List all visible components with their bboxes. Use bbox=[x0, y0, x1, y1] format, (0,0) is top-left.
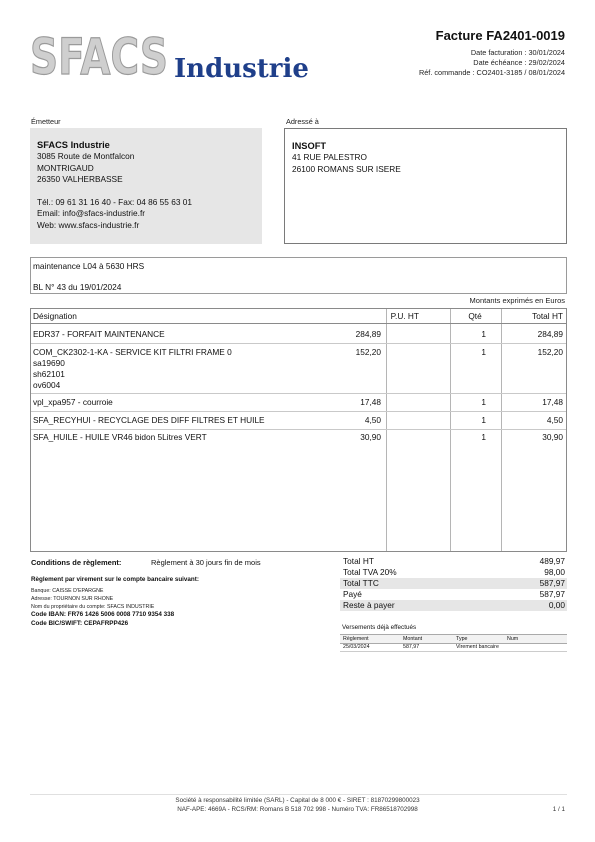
row-quantity: 1 bbox=[481, 415, 486, 425]
invoice-title: Facture FA2401-0019 bbox=[435, 28, 565, 43]
paid-row bbox=[340, 589, 567, 600]
footer-registration-line: NAF-APE: 4669A - RCS/RM: Romans B 518 702 998 - Numéro TVA: FR86518702998 bbox=[177, 806, 418, 813]
bank-transfer-title: Règlement par virement sur le compte bancaire suivant: bbox=[31, 576, 199, 583]
emitter-label: Émetteur bbox=[31, 117, 61, 126]
row-quantity: 1 bbox=[481, 347, 486, 357]
order-reference: Réf. commande : CO2401-3185 / 08/01/2024 bbox=[418, 68, 565, 77]
emitter-website: Web: www.sfacs-industrie.fr bbox=[37, 219, 140, 230]
row-unit-price: 30,90 bbox=[360, 432, 381, 442]
emitter-address-line: MONTRIGAUD bbox=[37, 162, 94, 173]
total-label: Total TTC bbox=[343, 578, 379, 588]
row-total: 284,89 bbox=[537, 329, 563, 339]
row-designation: EDR37 - FORFAIT MAINTENANCE bbox=[33, 329, 165, 339]
emitter-box bbox=[30, 128, 262, 244]
row-designation-detail: sh62101 bbox=[33, 369, 65, 379]
row-designation-detail: ov6004 bbox=[33, 380, 61, 390]
total-ht-row bbox=[340, 556, 567, 567]
recipient-name: INSOFT bbox=[292, 141, 327, 151]
remaining-row bbox=[340, 600, 567, 611]
header-total: Total HT bbox=[532, 311, 563, 321]
payments-header: Montant bbox=[403, 636, 423, 642]
row-unit-price: 4,50 bbox=[364, 415, 381, 425]
payment-terms-label: Conditions de règlement: bbox=[31, 558, 122, 567]
row-unit-price: 284,89 bbox=[355, 329, 381, 339]
payment-type: Virement bancaire bbox=[456, 644, 499, 650]
row-designation: vpl_xpa957 - courroie bbox=[33, 397, 113, 407]
bank-name: Banque: CAISSE D'EPARGNE bbox=[31, 588, 104, 594]
total-ttc-row bbox=[340, 578, 567, 589]
total-label: Total HT bbox=[343, 556, 374, 566]
header-designation: Désignation bbox=[33, 311, 77, 321]
row-designation: COM_CK2302-1-KA - SERVICE KIT FILTRI FRAME 0 bbox=[33, 347, 232, 357]
row-designation-detail: sa19690 bbox=[33, 358, 65, 368]
invoice-lines-table bbox=[30, 308, 567, 552]
emitter-name: SFACS Industrie bbox=[37, 140, 110, 150]
payment-date: 25/03/2024 bbox=[343, 644, 370, 650]
emitter-address-line: 3085 Route de Montfalcon bbox=[37, 151, 135, 161]
svg-text:SFACS: SFACS bbox=[30, 28, 168, 86]
footer-legal-line: Société à responsabilité limitée (SARL) - Capital de 8 000 € - SIRET : 81870299800023 bbox=[175, 797, 420, 804]
row-total: 152,20 bbox=[537, 347, 563, 357]
total-value: 587,97 bbox=[539, 578, 565, 588]
totals-block bbox=[340, 556, 567, 611]
header-quantity: Qté bbox=[468, 311, 482, 321]
payments-header: Type bbox=[456, 636, 468, 642]
account-owner: Nom du propriétaire du compte: SFACS INDUSTRIE bbox=[31, 604, 155, 610]
row-total: 4,50 bbox=[546, 415, 563, 425]
row-quantity: 1 bbox=[481, 432, 486, 442]
recipient-address-line: 26100 ROMANS SUR ISERE bbox=[292, 163, 401, 174]
emitter-address-line: 26350 VALHERBASSE bbox=[37, 174, 123, 184]
company-logo bbox=[28, 28, 309, 86]
delivery-note-line: BL N° 43 du 19/01/2024 bbox=[33, 282, 122, 292]
total-value: 98,00 bbox=[544, 567, 565, 577]
total-vat-row bbox=[340, 567, 567, 578]
emitter-email: Email: info@sfacs-industrie.fr bbox=[37, 208, 146, 218]
currency-note: Montants exprimés en Euros bbox=[469, 296, 565, 305]
svg-text:Industrie: Industrie bbox=[174, 54, 309, 84]
total-label: Total TVA 20% bbox=[343, 567, 397, 577]
iban: Code IBAN: FR76 1426 5006 0008 7710 9354 338 bbox=[31, 611, 175, 618]
total-label: Payé bbox=[343, 589, 362, 599]
header-unit-price: P.U. HT bbox=[390, 311, 419, 321]
total-value: 587,97 bbox=[539, 589, 565, 599]
row-designation: SFA_RECYHUI - RECYCLAGE DES DIFF FILTRES ET HUILE bbox=[33, 415, 265, 425]
row-designation: SFA_HUILE - HUILE VR46 bidon 5Litres VERT bbox=[33, 432, 207, 442]
table-header-row bbox=[31, 309, 566, 324]
page-number: 1 / 1 bbox=[552, 806, 565, 813]
payment-amount: 587,97 bbox=[403, 644, 420, 650]
bic-swift: Code BIC/SWIFT: CEPAFRPP426 bbox=[31, 620, 129, 627]
total-value: 0,00 bbox=[548, 600, 565, 610]
total-value: 489,97 bbox=[539, 556, 565, 566]
recipient-label: Adressé à bbox=[286, 117, 319, 126]
row-total: 30,90 bbox=[542, 432, 563, 442]
note-line: maintenance L04 à 5630 HRS bbox=[33, 261, 145, 271]
invoice-date: Date facturation : 30/01/2024 bbox=[470, 48, 565, 57]
invoice-note bbox=[30, 257, 567, 294]
payment-terms-value: Règlement à 30 jours fin de mois bbox=[151, 558, 261, 567]
row-total: 17,48 bbox=[542, 397, 563, 407]
recipient-box bbox=[284, 128, 567, 244]
emitter-phone-fax: Tél.: 09 61 31 16 40 - Fax: 04 86 55 63 01 bbox=[37, 196, 192, 207]
bank-address: Adresse: TOURNON SUR RHONE bbox=[31, 596, 114, 602]
footer-divider bbox=[30, 794, 567, 795]
total-label: Reste à payer bbox=[343, 600, 395, 610]
payments-header: Num bbox=[507, 636, 519, 642]
payments-title: Versements déjà effectués bbox=[342, 624, 417, 631]
row-quantity: 1 bbox=[481, 397, 486, 407]
row-unit-price: 152,20 bbox=[355, 347, 381, 357]
row-unit-price: 17,48 bbox=[360, 397, 381, 407]
due-date: Date échéance : 29/02/2024 bbox=[473, 58, 565, 67]
payment-row bbox=[340, 643, 567, 652]
recipient-address-line: 41 RUE PALESTRO bbox=[292, 152, 368, 162]
payments-header: Règlement bbox=[343, 636, 369, 642]
row-quantity: 1 bbox=[481, 329, 486, 339]
